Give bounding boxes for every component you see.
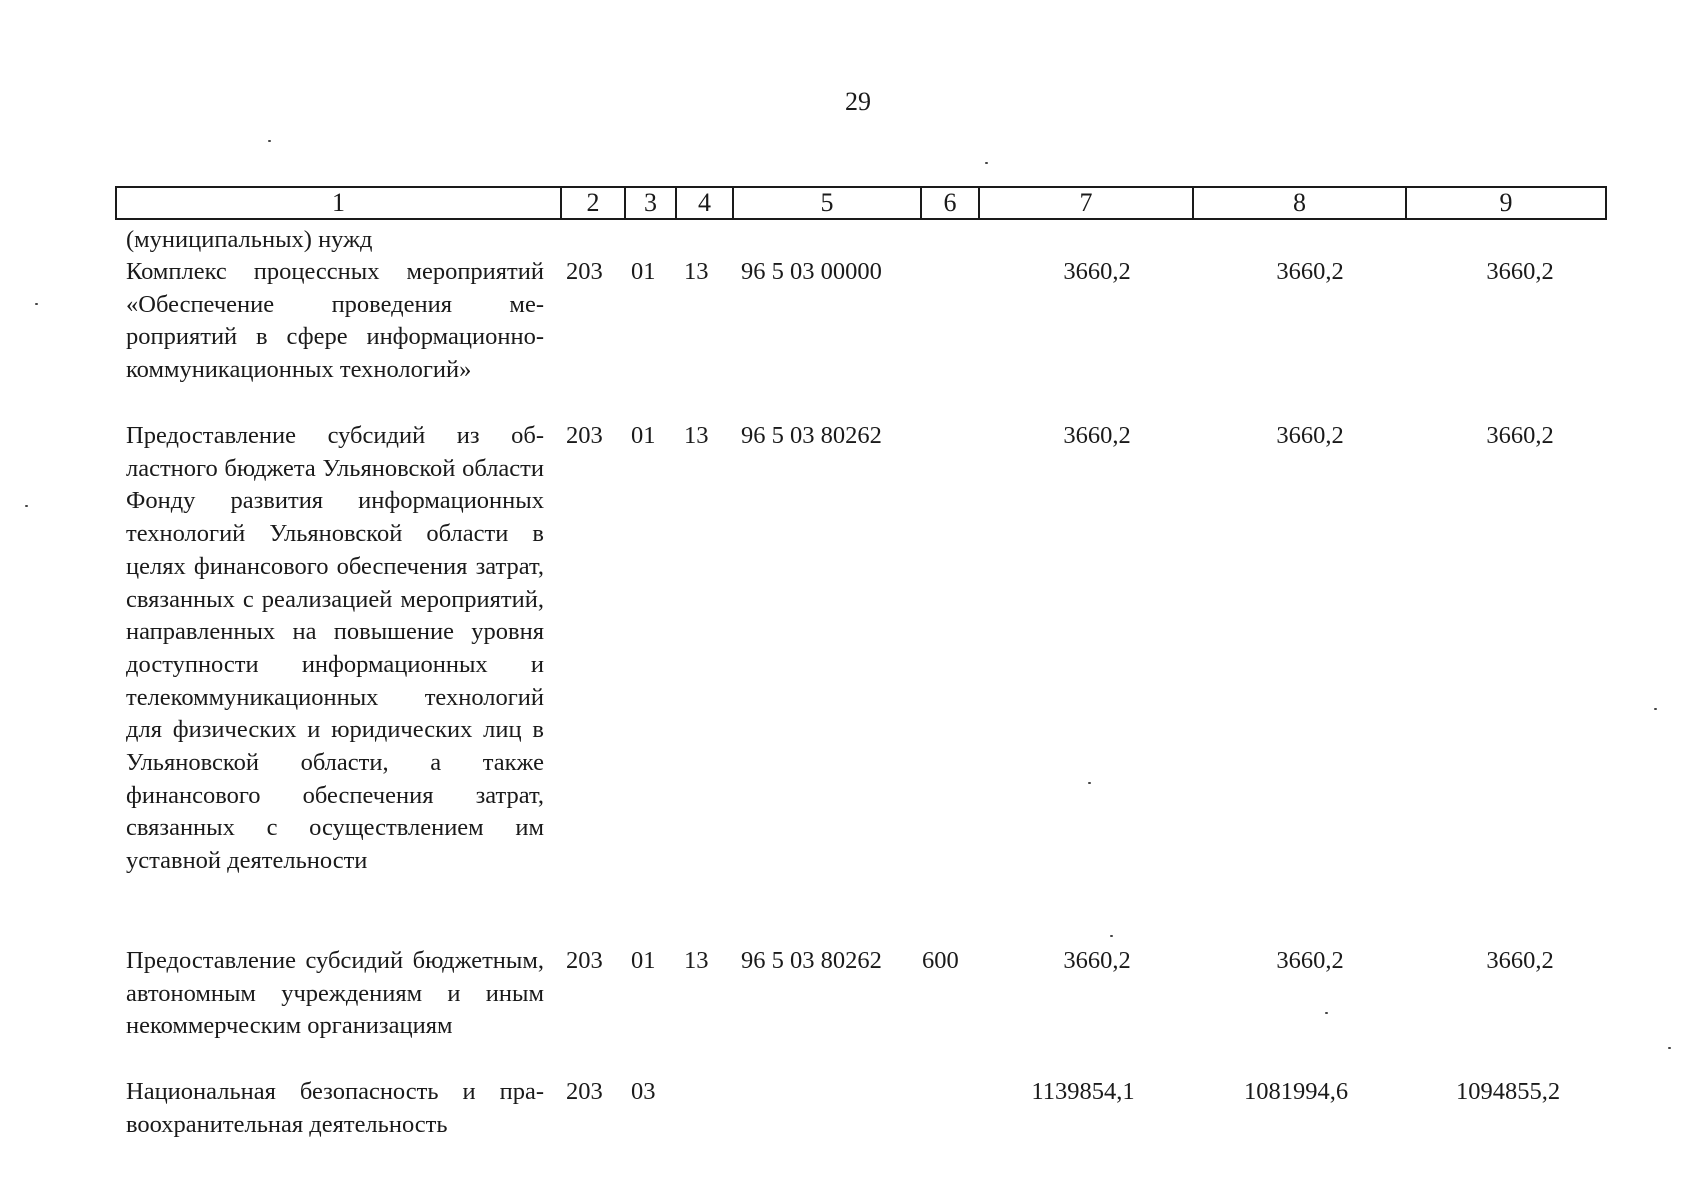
header-col-9: 9 — [1405, 188, 1605, 218]
table-row-3-col6: 600 — [922, 947, 959, 974]
table-row-2-col3: 01 — [631, 422, 656, 449]
table-row-1-desc: Комплекс процессных мероприятий «Обеспечение проведения мероприятий в сфере информационно-коммуникационных технологий» — [126, 258, 544, 384]
table-row-4-col2: 203 — [566, 1078, 603, 1105]
scan-speck — [35, 303, 38, 305]
header-col-1: 1 — [332, 188, 345, 217]
table-row-2-col4: 13 — [684, 422, 709, 449]
header-col-4: 4 — [675, 188, 732, 218]
table-row-4-desc: Национальная безопасность и правоохранительная деятельность — [126, 1078, 544, 1138]
table-row-4-col8: 1081994,6 — [1243, 1078, 1349, 1105]
table-row-0-desc: (муниципальных) нужд — [126, 226, 373, 253]
scan-speck — [1654, 708, 1657, 710]
table-row-2-col7: 3660,2 — [1063, 422, 1131, 449]
header-col-2: 2 — [560, 188, 624, 218]
scan-speck — [1325, 1012, 1328, 1014]
table-row-1-col9: 3660,2 — [1486, 258, 1554, 285]
table-row-2-col5: 96 5 03 80262 — [741, 422, 882, 449]
table-row-3-col8: 3660,2 — [1276, 947, 1344, 974]
table-row-3-col5: 96 5 03 80262 — [741, 947, 882, 974]
table-row-4-col9: 1094855,2 — [1455, 1078, 1561, 1105]
table-row-1-col4: 13 — [684, 258, 709, 285]
scan-speck — [1088, 782, 1091, 784]
table-row-1-col5: 96 5 03 00000 — [741, 258, 882, 285]
table-row-1-col8: 3660,2 — [1276, 258, 1344, 285]
table-row-2-col2: 203 — [566, 422, 603, 449]
table-row-2-desc: Предоставление субсидий из областного бюджета Ульяновской области Фонду развития информационных технологий Ульяновской области в целях финансового обеспечения затрат, связанных с реализацией мероприятий, направленных на повышение уровня доступности информационных и телекоммуникационных технологий для физических и юридических лиц в Ульяновской области, а также финансового обеспечения затрат, связанных с осуществлением им уставной деятельности — [126, 422, 544, 875]
header-col-7: 7 — [978, 188, 1192, 218]
table-row-1-col3: 01 — [631, 258, 656, 285]
table-row-1-col7: 3660,2 — [1063, 258, 1131, 285]
header-col-8: 8 — [1192, 188, 1405, 218]
table-row-4-col7: 1139854,1 — [1031, 1078, 1135, 1105]
scan-speck — [25, 505, 28, 507]
table-row-3-desc: Предоставление субсидий бюджетным, автономным учреждениям и иным некоммерческим организациям — [126, 947, 544, 1040]
table-header — [115, 186, 1607, 220]
scan-speck — [268, 140, 271, 142]
table-row-4-col3: 03 — [631, 1078, 656, 1105]
table-row-2-col9: 3660,2 — [1486, 422, 1554, 449]
table-row-3-col2: 203 — [566, 947, 603, 974]
table-row-3-col9: 3660,2 — [1486, 947, 1554, 974]
table-row-3-col3: 01 — [631, 947, 656, 974]
table-row-1-col2: 203 — [566, 258, 603, 285]
header-col-5: 5 — [732, 188, 920, 218]
scan-speck — [985, 162, 988, 164]
table-row-3-col4: 13 — [684, 947, 709, 974]
header-col-3: 3 — [624, 188, 675, 218]
page-number: 29 — [845, 87, 871, 116]
header-col-6: 6 — [920, 188, 978, 218]
table-row-2-col8: 3660,2 — [1276, 422, 1344, 449]
scan-speck — [1110, 935, 1113, 937]
table-row-3-col7: 3660,2 — [1063, 947, 1131, 974]
scan-speck — [1668, 1047, 1671, 1049]
